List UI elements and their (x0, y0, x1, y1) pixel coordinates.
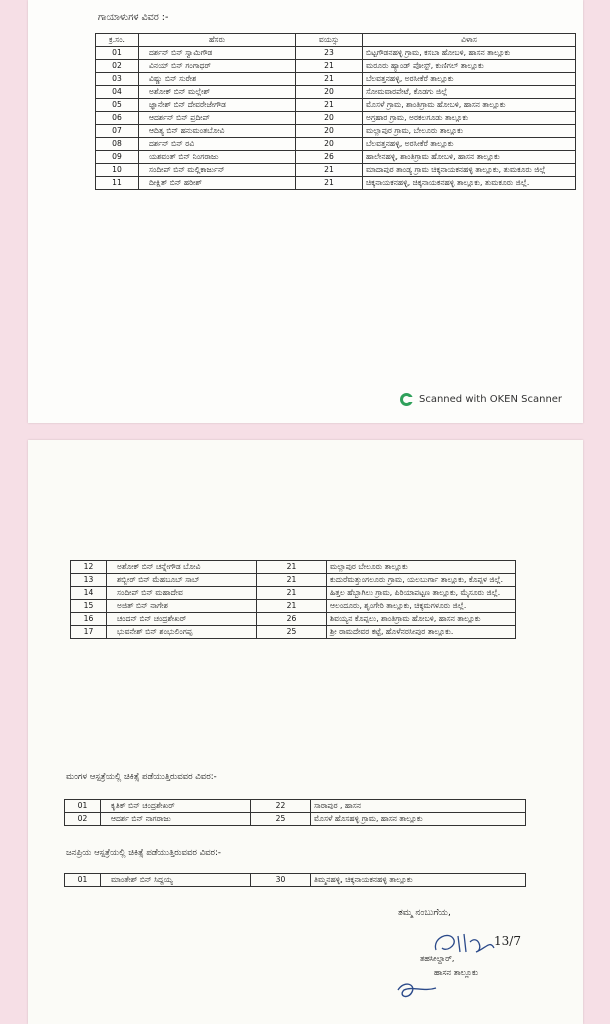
table-row (71, 613, 516, 626)
age-cell: 21 (257, 587, 327, 600)
col-serial: ಕ್ರ.ಸಂ. (96, 34, 139, 47)
table-row (65, 800, 526, 813)
scanner-watermark (400, 393, 562, 406)
serial-cell: 08 (96, 138, 139, 151)
address-cell: ಸೋಮವಾರಪೇಟೆ, ಕೊಡಗು ಜಿಲ್ಲೆ (363, 86, 576, 99)
address-cell: ಬಿಟ್ಟಗೌಡನಹಳ್ಳಿ ಗ್ರಾಮ, ಕಸಬಾ ಹೋಬಳಿ, ಹಾಸನ ತಾಲ್ಲೂಕು (363, 47, 576, 60)
table-row (96, 60, 576, 73)
age-cell: 21 (296, 99, 363, 112)
watermark-text: Scanned with OKEN Scanner (419, 394, 563, 405)
name-cell: ಸಂದೀಪ್ ಬಿನ್ ಮಲ್ಲಿಕಾರ್ಜುನ್ (139, 164, 296, 177)
signature-date: 13/7 (494, 934, 521, 948)
janapriya-hospital-heading: ಜನಪ್ರಿಯ ಆಸ್ಪತ್ರೆಯಲ್ಲಿ ಚಿಕಿತ್ಸೆ ಪಡೆಯುತ್ತಿರುವವರ ವಿವರ:- (66, 848, 221, 858)
serial-cell: 03 (96, 73, 139, 86)
address-cell: ಮೊಸಳೆ ಗ್ರಾಮ, ಶಾಂತಿಗ್ರಾಮ ಹೋಬಳಿ, ಹಾಸನ ತಾಲ್ಲೂಕು (363, 99, 576, 112)
table-row (96, 151, 576, 164)
table-row (96, 125, 576, 138)
name-cell: ಕೃತಿಕ್ ಬಿನ್ ಚಂದ್ರಶೇಖರ್ (101, 800, 251, 813)
office-text: ಹಾಸನ ತಾಲ್ಲೂಕು (434, 968, 479, 977)
name-cell: ಚಂದನ್ ಬಿನ್ ಚಂದ್ರಶೇಖರ್ (107, 613, 257, 626)
name-cell: ಜ್ಞಾನೇಶ್ ಬಿನ್ ದೇವರೇಜೇಗೌಡ (139, 99, 296, 112)
name-cell: ಸಂದೀಪ್ ಬಿನ್ ಮಹಾದೇವ (107, 587, 257, 600)
serial-cell: 11 (96, 177, 139, 190)
age-cell: 25 (257, 626, 327, 639)
injured-table-continued (70, 560, 516, 639)
age-cell: 20 (296, 112, 363, 125)
name-cell: ಮಾಂತೇಶ್ ಬಿನ್ ಸಿದ್ದಯ್ಯ (101, 874, 251, 887)
serial-cell: 16 (71, 613, 107, 626)
serial-cell: 01 (65, 874, 101, 887)
age-cell: 22 (251, 800, 311, 813)
age-cell: 26 (257, 613, 327, 626)
address-cell: ಸಾರಾಪುರ , ಹಾಸನ (311, 800, 526, 813)
age-cell: 23 (296, 47, 363, 60)
age-cell: 21 (257, 600, 327, 613)
name-cell: ಆದರ್ಶ ಬಿನ್ ನಾಗರಾಜು (101, 813, 251, 826)
address-cell: ಬೆಲವತ್ತನಹಳ್ಳಿ, ಅರಸೀಕೆರೆ ತಾಲ್ಲೂಕು (363, 73, 576, 86)
serial-cell: 17 (71, 626, 107, 639)
table-row (71, 561, 516, 574)
injured-table (95, 33, 576, 190)
age-cell: 20 (296, 125, 363, 138)
table-row (96, 138, 576, 151)
table-row (96, 99, 576, 112)
name-cell: ದರ್ಶನ್ ಬಿನ್ ಸ್ವಾಮಿಗೌಡ (139, 47, 296, 60)
address-cell: ಮೊಸಳೆ ಹೊಸಹಳ್ಳಿ ಗ್ರಾಮ, ಹಾಸನ ತಾಲ್ಲೂಕು (311, 813, 526, 826)
serial-cell: 07 (96, 125, 139, 138)
address-cell: ಬೆಲವತ್ತನಹಳ್ಳಿ, ಅರಸೀಕೆರೆ ತಾಲ್ಲೂಕು (363, 138, 576, 151)
age-cell: 25 (251, 813, 311, 826)
mangala-hospital-heading: ಮಂಗಳ ಆಸ್ಪತ್ರೆಯಲ್ಲಿ ಚಿಕಿತ್ಸೆ ಪಡೆಯುತ್ತಿರುವವರ ವಿವರ:- (66, 772, 217, 782)
table-row (96, 47, 576, 60)
name-cell: ದೀಕ್ಷಿತ್ ಬಿನ್ ಹರೀಶ್ (139, 177, 296, 190)
scanned-page-1 (28, 0, 583, 423)
name-cell: ಅಶೋಕ್ ಬಿನ್ ಮಲ್ಲೇಶ್ (139, 86, 296, 99)
serial-cell: 10 (96, 164, 139, 177)
initials-scribble (390, 978, 450, 1004)
mangala-hospital-table (64, 799, 526, 826)
age-cell: 30 (251, 874, 311, 887)
table-row (71, 600, 516, 613)
col-age: ವಯಸ್ಸು (296, 34, 363, 47)
name-cell: ವಿಷ್ಣು ಬಿನ್ ಸುರೇಶ (139, 73, 296, 86)
name-cell: ವಿನಯ್ ಬಿನ್ ಗಂಗಾಧರ್ (139, 60, 296, 73)
address-cell: ಶ್ರೀ ರಾಮದೇವರ ಕಟ್ಟೆ, ಹೊಳೆನರಸೀಪುರ ತಾಲ್ಲೂಕು. (327, 626, 516, 639)
address-cell: ಕುದುರೆಮತ್ತುಂಗಲೂರು ಗ್ರಾಮ, ಯಲಬುರ್ಗಾ ತಾಲ್ಲೂಕು, ಕೊಪ್ಪಳ ಜಿಲ್ಲೆ. (327, 574, 516, 587)
age-cell: 21 (257, 561, 327, 574)
age-cell: 26 (296, 151, 363, 164)
table-row (96, 177, 576, 190)
age-cell: 20 (296, 138, 363, 151)
designation-text: ತಹಸೀಲ್ದಾರ್, (420, 954, 455, 963)
table-row (65, 813, 526, 826)
address-cell: ತಿಮ್ಮನಹಳ್ಳಿ, ಚಿಕ್ಕನಾಯಕನಹಳ್ಳಿ ತಾಲ್ಲೂಕು (311, 874, 526, 887)
janapriya-hospital-table (64, 873, 526, 887)
name-cell: ಅಶೋಕ್ ಬಿನ್ ಚನ್ನೇಗೌಡ ಬೋವಿ (107, 561, 257, 574)
table-row (96, 73, 576, 86)
address-cell: ಮರೂರು ಹ್ಯಾಂಡ್ ಪೋಸ್ಟ್, ಕುಣಿಗಲ್ ತಾಲ್ಲೂಕು (363, 60, 576, 73)
closing-text: ತಮ್ಮ ನಂಬುಗೆಯ, (398, 908, 451, 918)
name-cell: ಅಜಿತ್ ಬಿನ್ ನಾಗೇಶ (107, 600, 257, 613)
address-cell: ಶಿವಯ್ಯನ ಕೊಪ್ಪಲು, ಶಾಂತಿಗ್ರಾಮ ಹೋಬಳಿ, ಹಾಸನ ತಾಲ್ಲೂಕು (327, 613, 516, 626)
address-cell: ಮಲ್ಲಾಪುರ ಗ್ರಾಮ, ಬೇಲೂರು ತಾಲ್ಲೂಕು (363, 125, 576, 138)
table-row (71, 626, 516, 639)
name-cell: ಭುವನೇಶ್ ಬಿನ್ ಶಂಭುಲಿಂಗಪ್ಪ (107, 626, 257, 639)
age-cell: 21 (296, 60, 363, 73)
injured-list-heading: ಗಾಯಾಳುಗಳ ವಿವರ :- (98, 12, 169, 23)
serial-cell: 01 (96, 47, 139, 60)
name-cell: ಶಬ್ಬೀರ್ ಬಿನ್ ಮೆಹಬೂಬ್ ಸಾಬ್ (107, 574, 257, 587)
serial-cell: 12 (71, 561, 107, 574)
table-row (96, 164, 576, 177)
name-cell: ಆದಿತ್ಯ ಬಿನ್ ಹನುಮಂತಬೋವಿ (139, 125, 296, 138)
oken-logo-icon (400, 393, 413, 406)
address-cell: ಚಿಕ್ಕನಾಯಕನಹಳ್ಳಿ, ಚಿಕ್ಕನಾಯಕನಹಳ್ಳಿ ತಾಲ್ಲೂಕು, ತುಮಕೂರು ಜಿಲ್ಲೆ. (363, 177, 576, 190)
age-cell: 21 (257, 574, 327, 587)
age-cell: 21 (296, 177, 363, 190)
age-cell: 21 (296, 164, 363, 177)
age-cell: 20 (296, 86, 363, 99)
address-cell: ಆಲಂದೂರು, ಶೃಂಗೇರಿ ತಾಲ್ಲೂಕು, ಚಿಕ್ಕಮಗಳೂರು ಜಿಲ್ಲೆ. (327, 600, 516, 613)
serial-cell: 02 (65, 813, 101, 826)
address-cell: ಅಗ್ರಹಾರ ಗ್ರಾಮ, ಅರಕಲಗೂಡು ತಾಲ್ಲೂಕು (363, 112, 576, 125)
name-cell: ದರ್ಶನ್ ಬಿನ್ ರವಿ (139, 138, 296, 151)
address-cell: ಹಾಲೇನಹಳ್ಳಿ, ಶಾಂತಿಗ್ರಾಮ ಹೋಬಳಿ, ಹಾಸನ ತಾಲ್ಲೂಕು (363, 151, 576, 164)
address-cell: ಮಾದಾಪುರ ತಾಂಡ್ಯ ಗ್ರಾಮ ಚಿಕ್ಕನಾಯಕನಹಳ್ಳಿ ತಾಲ್ಲೂಕು, ತುಮಕೂರು ಜಿಲ್ಲೆ (363, 164, 576, 177)
scanned-page-2 (28, 440, 583, 1024)
serial-cell: 13 (71, 574, 107, 587)
col-name: ಹೆಸರು (139, 34, 296, 47)
age-cell: 21 (296, 73, 363, 86)
serial-cell: 05 (96, 99, 139, 112)
table-row (71, 587, 516, 600)
address-cell: ಮಲ್ಲಾಪುರ ಬೇಲೂರು ತಾಲ್ಲೂಕು (327, 561, 516, 574)
serial-cell: 06 (96, 112, 139, 125)
col-address: ವಿಳಾಸ (363, 34, 576, 47)
name-cell: ಆದರ್ಶನ್ ಬಿನ್ ಪ್ರದೀಪ್ (139, 112, 296, 125)
serial-cell: 02 (96, 60, 139, 73)
serial-cell: 14 (71, 587, 107, 600)
address-cell: ಹಿತ್ತಲ ಹೆಬ್ಬಾಗಿಲು ಗ್ರಾಮ, ಪಿರಿಯಾಪಟ್ಟಣ ತಾಲ್ಲೂಕು, ಮೈಸೂರು ಜಿಲ್ಲೆ. (327, 587, 516, 600)
name-cell: ಯಶವಂತ್ ಬಿನ್ ನಿಂಗರಾಜು (139, 151, 296, 164)
serial-cell: 09 (96, 151, 139, 164)
table-row (96, 86, 576, 99)
table-row (71, 574, 516, 587)
serial-cell: 04 (96, 86, 139, 99)
table-row (96, 112, 576, 125)
serial-cell: 15 (71, 600, 107, 613)
table-row (65, 874, 526, 887)
serial-cell: 01 (65, 800, 101, 813)
table-header-row (96, 34, 576, 47)
